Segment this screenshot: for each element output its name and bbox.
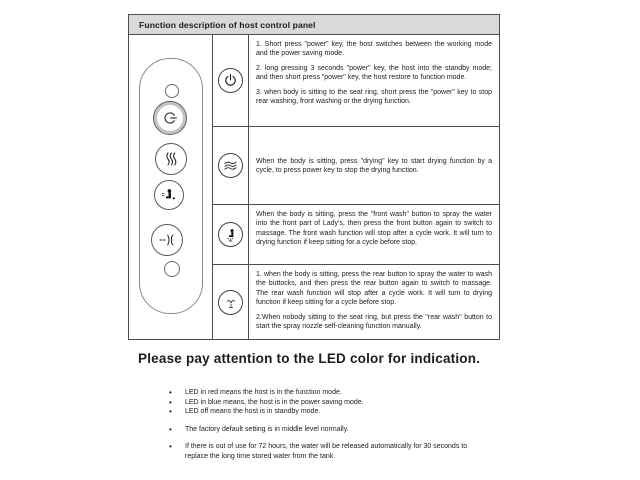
row-rear-wash-description bbox=[249, 265, 499, 339]
drying-button bbox=[155, 143, 187, 175]
control-panel-cell bbox=[129, 35, 213, 339]
led-indicator bbox=[165, 84, 179, 98]
control-panel-drawing bbox=[139, 58, 203, 314]
power-icon bbox=[218, 68, 243, 93]
list-item: • LED in blue means, the host is in the power saving mode. bbox=[138, 398, 490, 408]
drying-icon bbox=[218, 153, 243, 178]
table-title: Function description of host control panel bbox=[129, 15, 499, 35]
row-rear-wash-icon-cell bbox=[213, 265, 249, 339]
rear-wash-icon bbox=[218, 290, 243, 315]
list-item: • LED in red means the host is in the function mode. bbox=[138, 388, 490, 398]
paragraph: 2.When nobody sitting to the seat ring, but press the "rear wash" button to start the spray nozzle self-cleaning function manually. bbox=[256, 313, 492, 331]
function-description-table bbox=[128, 14, 500, 340]
paragraph: 3. when body is sitting to the seat ring, short press the "power" key to stop rear washing, front washing or the drying function. bbox=[256, 88, 492, 106]
rear-wash-icon bbox=[157, 231, 177, 249]
paragraph: 1. when the body is sitting, press the rear button to spray the water to wash the buttocks, and then press the rear button again to switch to massage. The rear wash function will stop after a cycle work. It will turn to drying function if keep sitting for a cycle before stop. bbox=[256, 271, 492, 307]
default-setting-bullet bbox=[138, 425, 504, 435]
row-drying-icon-cell bbox=[213, 127, 249, 205]
front-wash-button bbox=[154, 180, 184, 210]
led-color-bullets bbox=[138, 388, 504, 417]
row-power-description bbox=[249, 35, 499, 127]
led-indication-section bbox=[138, 351, 504, 469]
power-button bbox=[153, 101, 187, 135]
paragraph: 1. Short press "power" key, the host switches between the working mode and the power saving mode. bbox=[256, 41, 492, 58]
row-front-wash-description bbox=[249, 205, 499, 265]
water-release-bullet bbox=[138, 442, 504, 461]
row-front-wash-icon-cell bbox=[213, 205, 249, 265]
table-body bbox=[129, 35, 499, 339]
led-section-heading: Please pay attention to the LED color for indication. bbox=[138, 351, 481, 366]
bottom-dot bbox=[164, 261, 180, 277]
power-icon bbox=[162, 110, 178, 126]
paragraph: When the body is sitting, press the "front wash" button to spray the water into the front part of Lady's, then press the front button again to switch to massage. The front wash function will stop after a cycle work. It will turn to drying function if keep sitting for a cycle before stop. bbox=[256, 211, 492, 247]
row-drying-description bbox=[249, 127, 499, 205]
drying-icon bbox=[162, 149, 180, 169]
front-wash-icon bbox=[218, 222, 243, 247]
rear-wash-button bbox=[151, 224, 183, 256]
list-item: • If there is out of use for 72 hours, the water will be released automatically for 30 seconds to replace the long time stored water from the tank. bbox=[138, 442, 490, 461]
paragraph: 2. long pressing 3 seconds "power" key, the host into the standby mode; and then short press "power" key, the host restore to function mode. bbox=[256, 64, 492, 82]
row-power-icon-cell bbox=[213, 35, 249, 127]
list-item: • The factory default setting is in middle level normally. bbox=[138, 425, 490, 435]
paragraph: When the body is sitting, press "drying" key to start drying function by a cycle, to press power key to stop the drying function. bbox=[256, 157, 492, 174]
front-wash-icon bbox=[160, 186, 178, 204]
led-bullet-list bbox=[138, 388, 504, 461]
list-item: • LED off means the host is in standby mode. bbox=[138, 407, 490, 417]
